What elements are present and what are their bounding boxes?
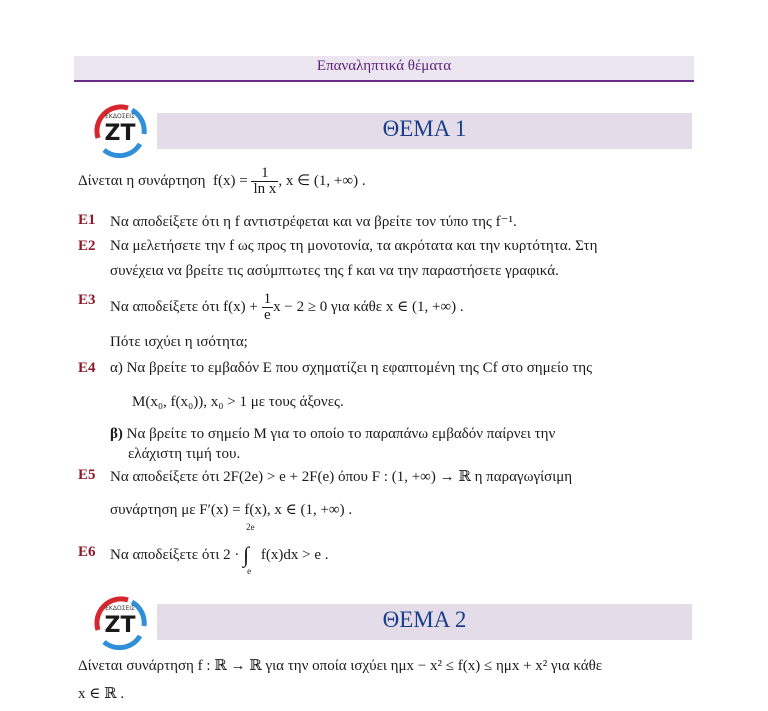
item-text: Να μελετήσετε την f ως προς τη μονοτονία, τα ακρότατα και την κυρτότητα. Στη	[110, 238, 598, 254]
e3-den: e	[264, 307, 271, 323]
e4-b	[110, 426, 555, 443]
svg-text:ZT: ZT	[104, 121, 136, 146]
item-e6	[78, 522, 329, 576]
item-label: E2	[78, 238, 96, 254]
e4-a1: α) Να βρείτε το εμβαδόν E που σχηματίζει η εφαπτομένη της Cf στο σημείο της	[110, 360, 593, 376]
e3-fraction	[262, 292, 274, 323]
e3-pre: Να αποδείξετε ότι f(x) +	[110, 298, 258, 315]
theme2-l2: x ∈ ℝ .	[78, 686, 125, 702]
e3-num: 1	[263, 291, 272, 307]
e6-post: f(x)dx > e .	[260, 546, 329, 563]
func-num: 1	[251, 166, 278, 182]
item-label: E4	[78, 360, 96, 376]
item-e5	[78, 467, 573, 485]
theme2-l1: Δίνεται συνάρτηση f : ℝ → ℝ για την οποία ισχύει ημx − x² ≤ f(x) ≤ ημx + x² για κάθε	[78, 658, 603, 674]
e5-l1: Να αποδείξετε ότι 2F(2e) > e + 2F(e) όπου F : (1, +∞) → ℝ η παραγωγίσιμη	[110, 469, 573, 485]
intro-text: Δίνεται η συνάρτηση	[78, 172, 206, 189]
integral-upper: 2e	[246, 522, 255, 532]
e4-b1: Να βρείτε το σημείο M για το οποίο το παραπάνω εμβαδόν παίρνει την	[122, 426, 556, 442]
e4-a2: M(x₀, f(x₀)), x₀ > 1 με τους άξονες.	[132, 394, 344, 410]
svg-text:ΕΚΔΟΣΕΙΣ: ΕΚΔΟΣΕΙΣ	[105, 605, 135, 612]
func-fraction	[251, 166, 278, 197]
e4-b2: ελάχιστη τιμή του.	[128, 446, 241, 462]
e6-pre: Να αποδείξετε ότι 2 ·	[110, 546, 240, 563]
theme1-title: ΘΕΜΑ 1	[382, 116, 467, 141]
item-text: Να αποδείξετε ότι η f αντιστρέφεται και να βρείτε τον τύπο της f⁻¹.	[110, 214, 517, 230]
svg-text:ZT: ZT	[104, 613, 136, 638]
item-label: E1	[78, 212, 96, 228]
page-header-title: Επαναληπτικά θέματα	[316, 58, 452, 74]
item-label: E3	[78, 292, 96, 308]
item-e2-line2: συνέχεια να βρείτε τις ασύμπτωτες της f και να την παραστήσετε γραφικά.	[110, 263, 559, 279]
theme1-intro	[78, 166, 366, 197]
func-domain: , x ∈ (1, +∞) .	[278, 172, 366, 189]
e5-l2: συνάρτηση με F′(x) = f(x), x ∈ (1, +∞) .	[110, 502, 353, 518]
e4-b-label: β)	[110, 426, 123, 442]
publisher-logo-icon	[88, 98, 152, 162]
svg-text:ΕΚΔΟΣΕΙΣ: ΕΚΔΟΣΕΙΣ	[105, 113, 135, 120]
item-label: E5	[78, 467, 96, 483]
e3-follow: Πότε ισχύει η ισότητα;	[110, 334, 248, 350]
integral-lower: e	[247, 566, 252, 576]
publisher-logo-icon	[88, 590, 152, 654]
item-e2	[78, 238, 598, 255]
e3-post: x − 2 ≥ 0 για κάθε x ∈ (1, +∞) .	[273, 298, 464, 315]
item-label: E6	[78, 544, 96, 560]
item-e4	[78, 360, 593, 377]
theme2-title: ΘΕΜΑ 2	[382, 607, 467, 632]
item-e1	[78, 212, 517, 230]
func-lhs: f(x) =	[212, 172, 248, 189]
item-e3	[78, 291, 464, 323]
integral-sign: 2e ∫ e	[243, 522, 255, 576]
func-den: ln x	[253, 181, 277, 197]
